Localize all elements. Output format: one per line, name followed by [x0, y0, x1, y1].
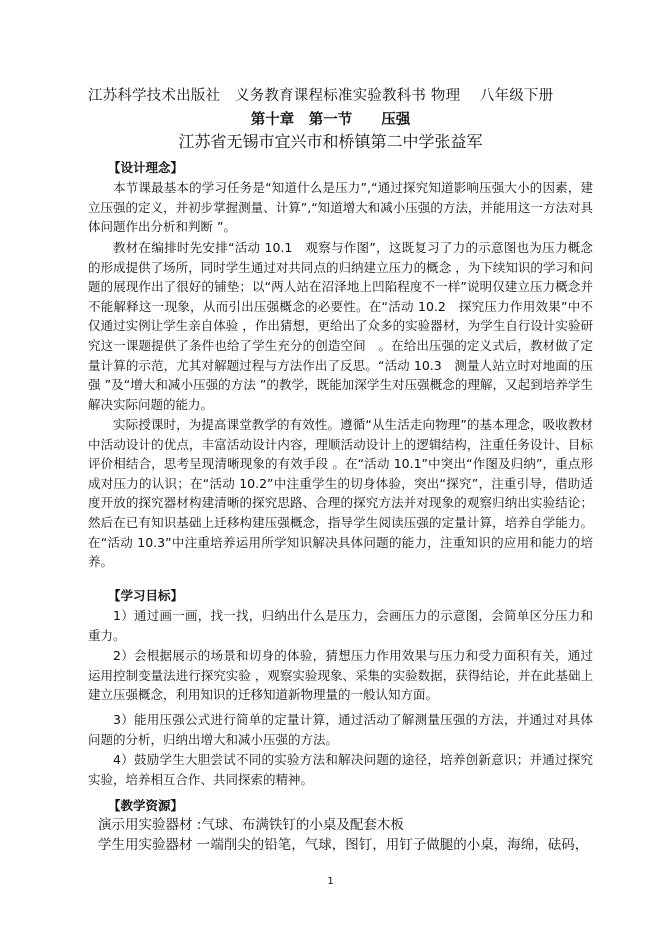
lesson-title: 第十章 第一节 压强 [250, 112, 411, 128]
page-number: 1 [327, 876, 334, 887]
goal-item-2: 2）会根据展示的场景和切身的体验，猜想压力作用效果与压力和受力面积有关，通过运用控制变量法进行探究实验 ，观察实验现象、采集的实验数据，获得结论，并在此基础上建立压强概念，利用知识的迁移知道新物理量的一般认知方面。 [88, 648, 593, 703]
design-paragraph-1: 本节课最基本的学习任务是“知道什么是压力”,“通过探究知道影响压强大小的因素，建立压强的定义，并初步掌握测量、计算”,“知道增大和减小压强的方法，并能用这一方法对具体问题作出分析和判断 ”。 [88, 180, 593, 235]
design-paragraph-3: 实际授课时，为提高课堂教学的有效性。遵循“从生活走向物理”的基本理念，吸收教材中活动设计的优点，丰富活动设计内容，理顺活动设计上的逻辑结构，注重任务设计、目标评价相结合，思考呈现清晰现象的有效手段 。在“活动 10.1”中突出“作图及归纳”，重点形成对压力的认识；在“活动 10.2”中注重学生的切身体验，突出“探究”，注重引导，借助适度开放的探究器材构建清晰的探究思路、合理的探究方法并对现象的观察归纳出实验结论；然后在已有知识基础上迁移构建压强概念，指导学生阅读压强的定量计算，培养自学能力。在“活动 10.3”中注重培养运用所学知识解决具体问题的能力，注重知识的应用和能力的培养。 [88, 417, 593, 570]
resources-heading: 【教学资源】 [108, 798, 184, 813]
goals-heading: 【学习目标】 [108, 588, 184, 603]
author-line: 江苏省无锡市宜兴市和桥镇第二中学张益军 [178, 132, 483, 151]
resources-line-1: 演示用实验器材 :气球、布满铁钉的小桌及配套木板 [98, 817, 404, 833]
resources-line-2: 学生用实验器材 一端削尖的铅笔，气球，图钉，用钉子做腿的小桌，海绵，砝码， [98, 837, 589, 853]
goal-item-3: 3）能用压强公式进行简单的定量计算，通过活动了解测量压强的方法，并通过对具体问题的分析，归纳出增大和减小压强的方法。 [88, 712, 593, 747]
publisher-header: 江苏科学技术出版社 义务教育课程标准实验教科书 物理 八年级下册 [88, 88, 554, 104]
design-paragraph-2: 教材在编排时先安排“活动 10.1 观察与作图”，这既复习了力的示意图也为压力概念的形成提供了场所，同时学生通过对共同点的归纳建立压力的概念 ，为下续知识的学习和问题的展现作出了很好的铺垫；以“两人站在沼泽地上凹陷程度不一样”说明仅建立压力概念并不能解释这一现象，从而引出压强概念的必要性。在“活动 10.2 探究压力作用效果”中不仅通过实例让学生亲自体验 ，作出猜想，更给出了众多的实验器材，为学生自行设计实验研究这一课题提供了条件也给了学生充分的创造空间 。在给出压强的定义式后，教材做了定量计算的示范，尤其对解题过程与方法作出了反思。“活动 10.3 测量人站立时对地面的压强 ”及“增大和减小压强的方法 ”的教学，既能加深学生对压强概念的理解，又起到培养学生解决实际问题的能力。 [88, 240, 593, 412]
goal-item-1: 1）通过画一画，找一找，归纳出什么是压力，会画压力的示意图，会简单区分压力和重力。 [88, 608, 593, 643]
goal-item-4: 4）鼓励学生大胆尝试不同的实验方法和解决问题的途径，培养创新意识；并通过探究实验，培养相互合作、共同探索的精神。 [88, 752, 593, 787]
design-heading: 【设计理念】 [108, 160, 184, 175]
